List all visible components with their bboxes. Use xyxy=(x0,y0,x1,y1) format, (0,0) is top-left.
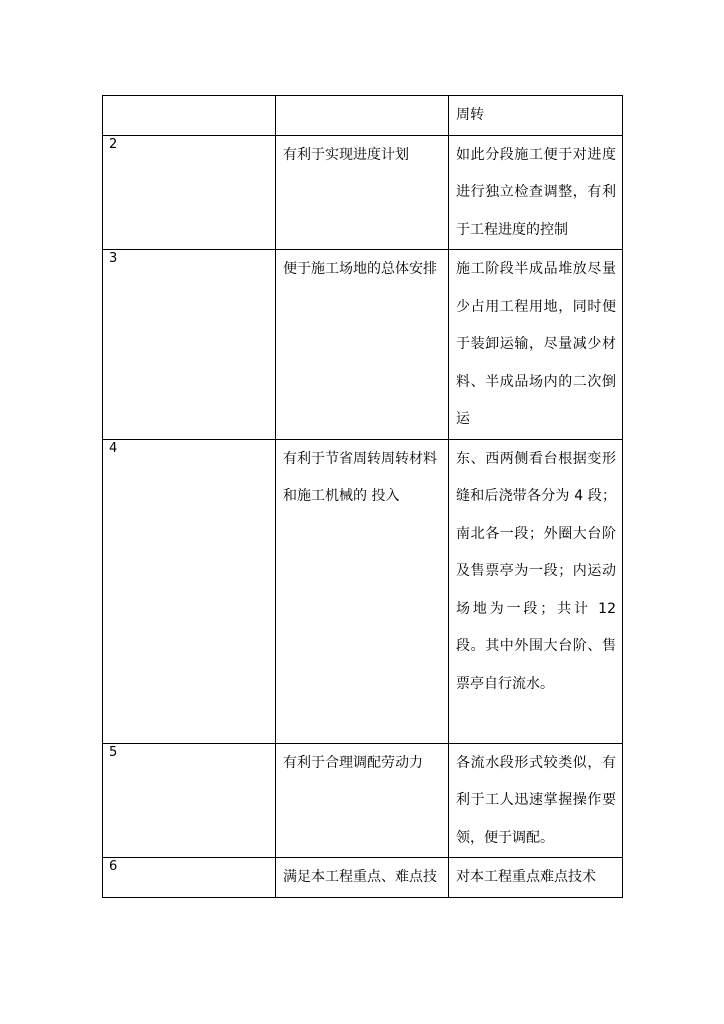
table-row xyxy=(103,250,623,440)
table-row xyxy=(103,96,623,136)
construction-advantages-table xyxy=(102,95,623,898)
description-text: 施工阶段半成品堆放尽量少占用工程用地，同时便于装卸运输，尽量减少材料、半成品场内的二次倒运 xyxy=(456,261,616,427)
row-number: 5 xyxy=(109,744,118,760)
description-cell xyxy=(449,439,623,743)
advantage-text: 便于施工场地的总体安排 xyxy=(283,261,437,277)
advantage-text: 有利于实现进度计划 xyxy=(283,146,409,163)
description-cell xyxy=(449,250,623,440)
advantage-cell xyxy=(276,858,449,898)
advantage-text: 有利于节省周转周转材料和施工机械的 投入 xyxy=(283,450,437,504)
row-number: 3 xyxy=(109,251,118,266)
description-text: 周转 xyxy=(456,107,484,123)
advantage-text: 满足本工程重点、难点技 xyxy=(283,869,437,885)
row-number: 4 xyxy=(109,440,118,456)
advantage-cell xyxy=(276,135,449,250)
table-row xyxy=(103,858,623,898)
advantage-cell xyxy=(276,743,449,858)
advantage-cell xyxy=(276,439,449,743)
row-number-cell xyxy=(103,135,276,250)
description-text: 如此分段施工便于对进度进行独立检查调整，有利于工程进度的控制 xyxy=(456,146,616,238)
row-number: 2 xyxy=(109,136,118,152)
table-row xyxy=(103,135,623,250)
row-number-cell xyxy=(103,439,276,743)
description-cell xyxy=(449,858,623,898)
description-text: 对本工程重点难点技术 xyxy=(456,869,596,885)
row-number-cell xyxy=(103,858,276,898)
table-row xyxy=(103,439,623,743)
description-cell xyxy=(449,135,623,250)
row-number-cell xyxy=(103,743,276,858)
row-number-cell xyxy=(103,96,276,136)
advantage-cell xyxy=(276,250,449,440)
description-text: 东、西两侧看台根据变形缝和后浇带各分为 4 段；南北各一段；外圈大台阶及售票亭为一段；内运动场地为一段；共计 12 段。其中外围大台阶、售票亭自行流水。 xyxy=(456,450,616,692)
row-number-cell xyxy=(103,250,276,440)
row-number: 6 xyxy=(109,859,118,874)
advantage-cell xyxy=(276,96,449,136)
table-row xyxy=(103,743,623,858)
description-text: 各流水段形式较类似，有利于工人迅速掌握操作要领，便于调配。 xyxy=(456,754,616,846)
description-cell xyxy=(449,96,623,136)
advantage-text: 有利于合理调配劳动力 xyxy=(283,754,423,771)
description-cell xyxy=(449,743,623,858)
